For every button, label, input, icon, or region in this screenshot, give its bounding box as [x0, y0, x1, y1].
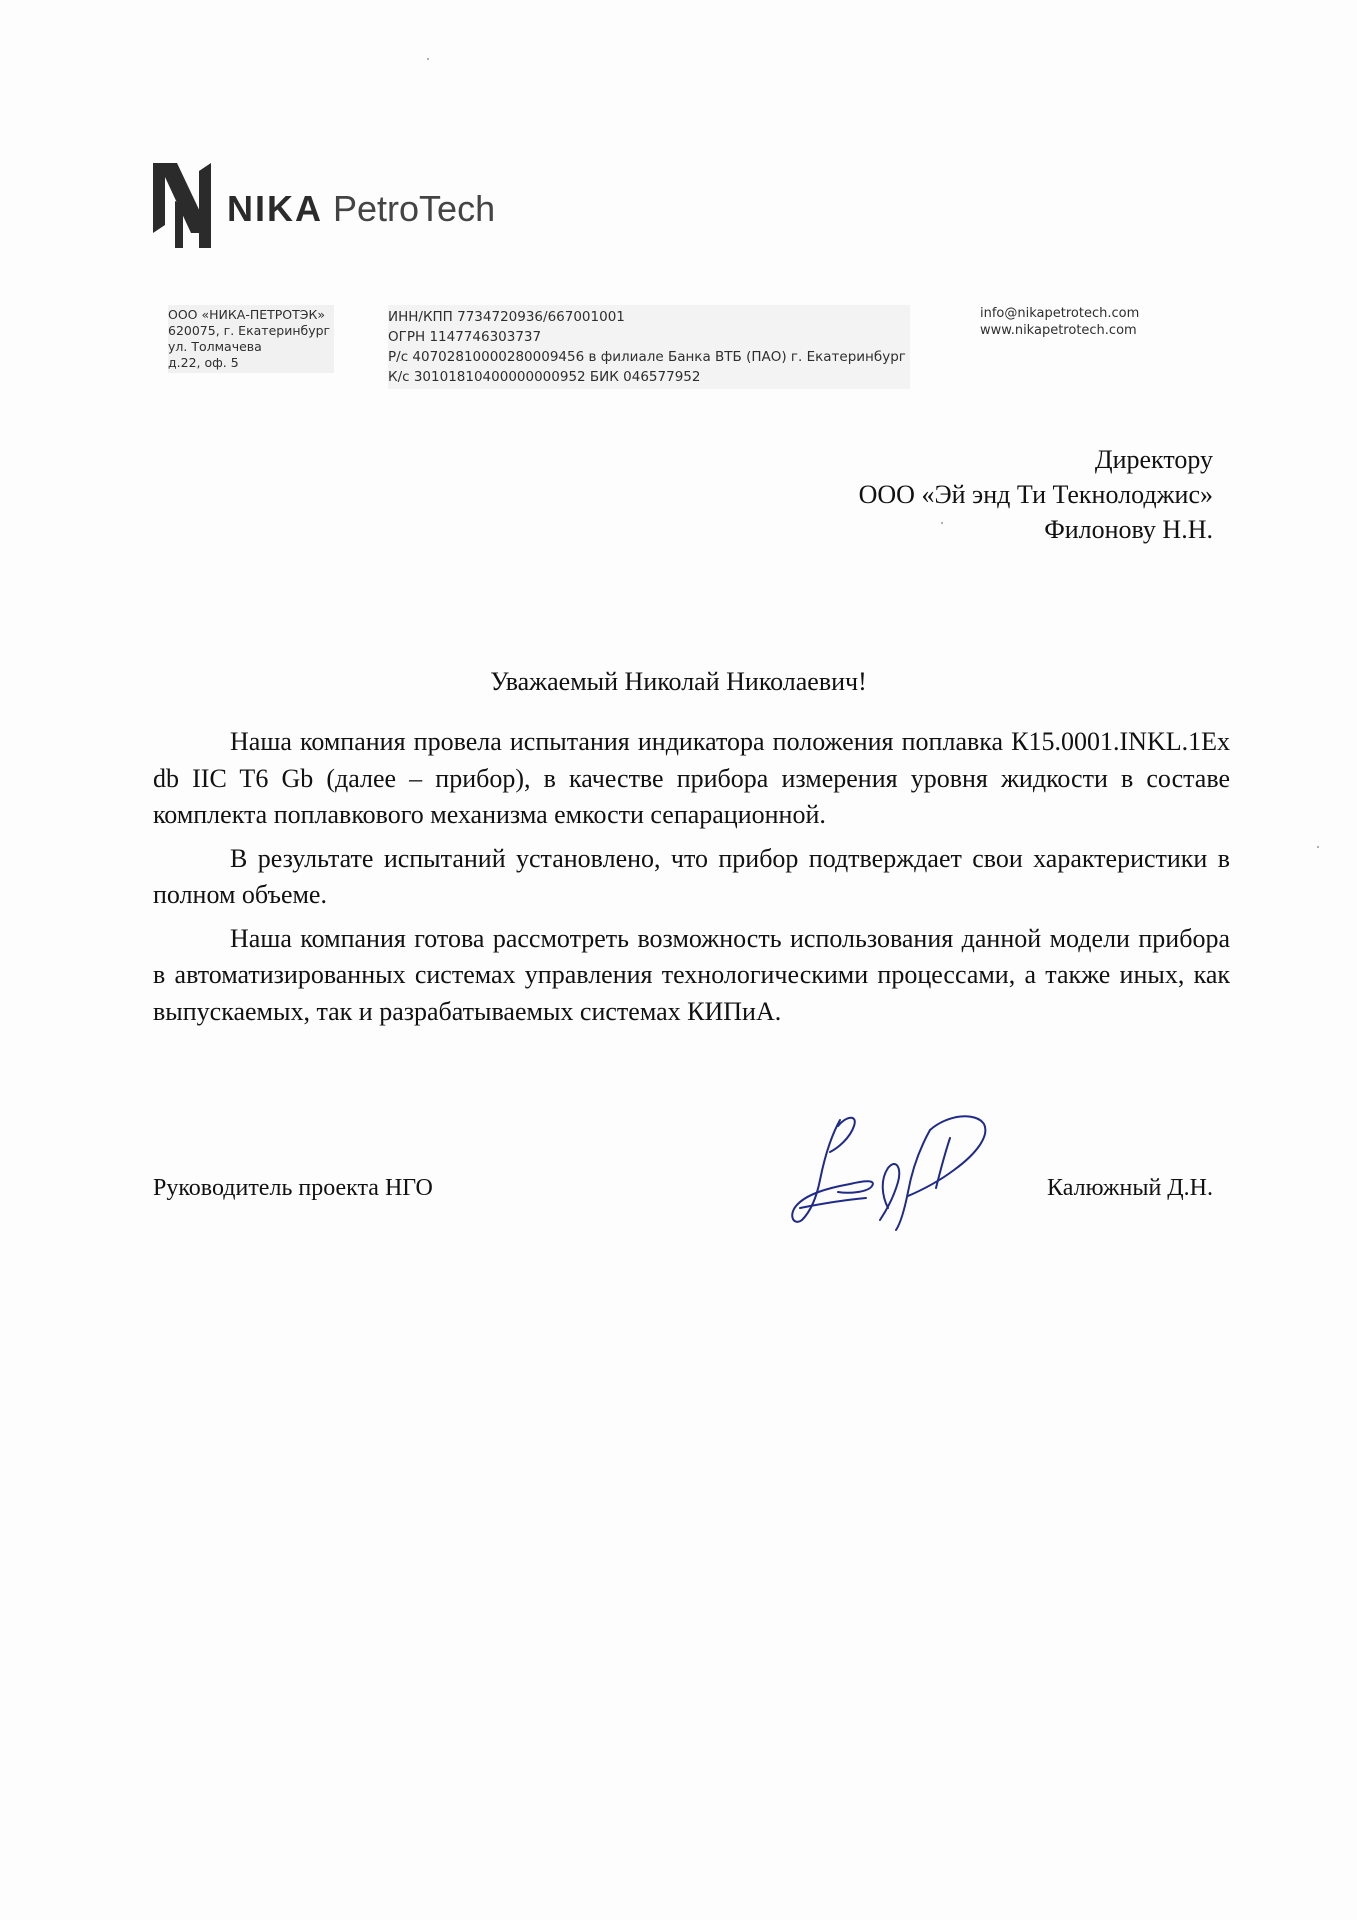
address-line: д.22, оф. 5 — [168, 355, 239, 370]
scan-speck — [1317, 846, 1319, 848]
address-line: ул. Толмачева — [168, 339, 262, 354]
logo-wordmark — [227, 187, 496, 229]
scan-speck — [941, 522, 943, 524]
salutation: Уважаемый Николай Николаевич! — [490, 667, 867, 696]
registry-line: ОГРН 1147746303737 — [388, 329, 542, 345]
addressee-block — [859, 442, 1213, 547]
body-paragraph: В результате испытаний установлено, что прибор подтверждает свои характеристики в полном объеме. — [153, 843, 1230, 909]
addressee-line: Директору — [1094, 445, 1213, 474]
signer-name: Калюжный Д.Н. — [1047, 1175, 1213, 1201]
registry-line: ИНН/КПП 7734720936/667001001 — [388, 309, 625, 325]
registry-line: К/с 30101810400000000952 БИК 046577952 — [388, 369, 701, 385]
company-registry — [388, 305, 910, 389]
logo-brand: NIKA — [227, 187, 323, 229]
contact-website: www.nikapetrotech.com — [980, 323, 1137, 338]
registry-line: Р/с 40702810000280009456 в филиале Банка ВТБ (ПАО) г. Екатеринбург — [388, 349, 906, 365]
letter-body — [153, 724, 1230, 1037]
handwritten-signature — [780, 1108, 990, 1233]
company-logo — [153, 163, 495, 248]
contact-email: info@nikapetrotech.com — [980, 306, 1140, 321]
addressee-line: ООО «Эй энд Ти Текнолоджис» — [858, 480, 1213, 509]
company-address — [168, 305, 334, 373]
company-contacts — [980, 305, 1139, 339]
scan-speck — [427, 58, 429, 60]
nika-n-logo-icon — [153, 163, 211, 248]
logo-sub: PetroTech — [333, 187, 496, 229]
signer-role: Руководитель проекта НГО — [153, 1175, 433, 1201]
address-line: 620075, г. Екатеринбург — [168, 323, 331, 338]
body-paragraph: Наша компания провела испытания индикатора положения поплавка К15.0001.INKL.1Ex db IIC T6 Gb (далее – прибор), в качестве прибора измерения уровня жидкости в составе комплекта поплавкового механизма емкости сепарационной. — [153, 727, 1230, 829]
address-line: ООО «НИКА-ПЕТРОТЭК» — [168, 307, 326, 322]
addressee-line: Филонову Н.Н. — [1044, 515, 1213, 544]
body-paragraph: Наша компания готова рассмотреть возможность использования данной модели прибора в автоматизированных системах управления технологическими процессами, а также иных, как выпускаемых, так и разрабатываемых системах КИПиА. — [153, 923, 1230, 1026]
